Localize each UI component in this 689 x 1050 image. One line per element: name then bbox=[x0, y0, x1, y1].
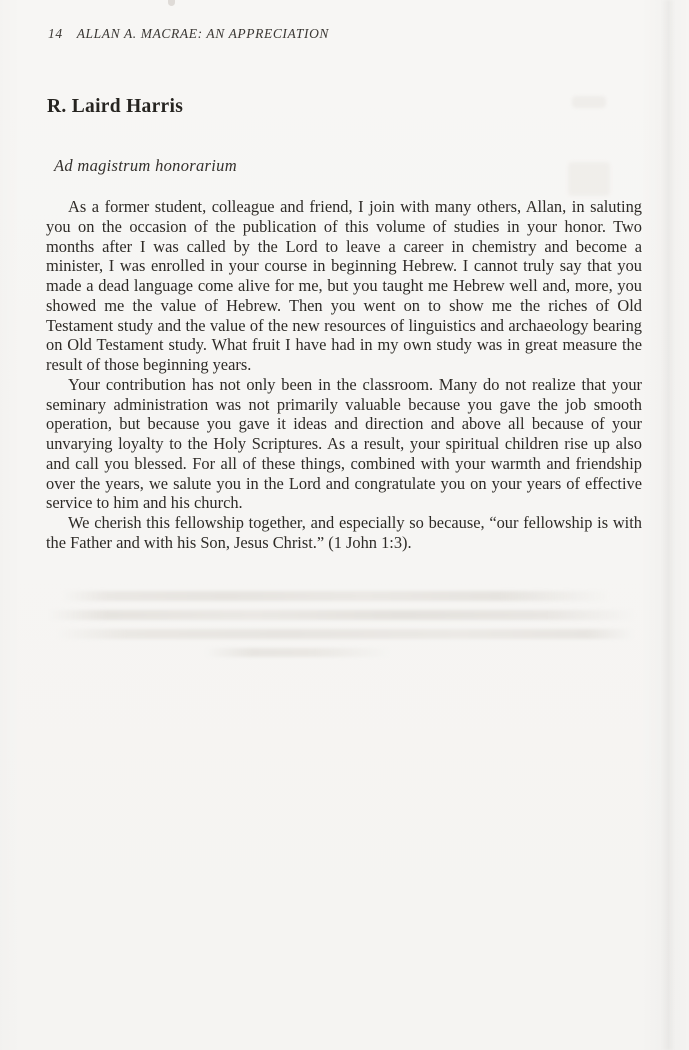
bleed-through-artifact bbox=[48, 610, 636, 620]
running-head-title: ALLAN A. MACRAE: AN APPRECIATION bbox=[76, 26, 330, 41]
bleed-through-artifact bbox=[572, 96, 606, 108]
running-head bbox=[48, 26, 329, 42]
bleed-through-artifact bbox=[205, 648, 390, 657]
author-name: R. Laird Harris bbox=[47, 96, 184, 117]
paragraph-3: We cherish this fellowship together, and especially so because, “our fellowship is with the Father and with his Son, Jesus Christ.” (1 John 1:3). bbox=[46, 513, 642, 552]
paragraph-2: Your contribution has not only been in the classroom. Many do not realize that your seminary administration was not primarily valuable because you gave the job smooth operation, but because you gave it ideas and direction and above all because of your unvarying loyalty to the Holy Scriptures. As a result, your spiritual children rise up also and call you blessed. For all of these things, combined with your warmth and friendship over the years, we salute you in the Lord and congratulate you on your years of effective service to him and his church. bbox=[46, 374, 642, 513]
bleed-through-artifact bbox=[62, 591, 610, 601]
bleed-through-artifact bbox=[568, 162, 610, 196]
dedication-line: Ad magistrum honorarium bbox=[54, 156, 237, 175]
paragraph-1: As a former student, colleague and friend, I join with many others, Allan, in saluting you on the occasion of the publication of this volume of studies in your honor. Two months after I was called by the Lord to leave a career in chemistry and become a minister, I was enrolled in your course in beginning Hebrew. I cannot truly say that you made a dead language come alive for me, but you taught me Hebrew well and, more, you showed me the value of Hebrew. Then you went on to show me the riches of Old Testament study and the value of the new resources of linguistics and archaeology bearing on Old Testament study. What fruit I have had in my own study was in great measure the result of those beginning years. bbox=[46, 197, 642, 374]
page-edge-shadow bbox=[661, 0, 675, 1050]
page-number: 14 bbox=[48, 26, 63, 41]
body-text bbox=[46, 197, 642, 553]
scan-speck-artifact bbox=[168, 0, 175, 6]
bleed-through-artifact bbox=[56, 629, 634, 639]
